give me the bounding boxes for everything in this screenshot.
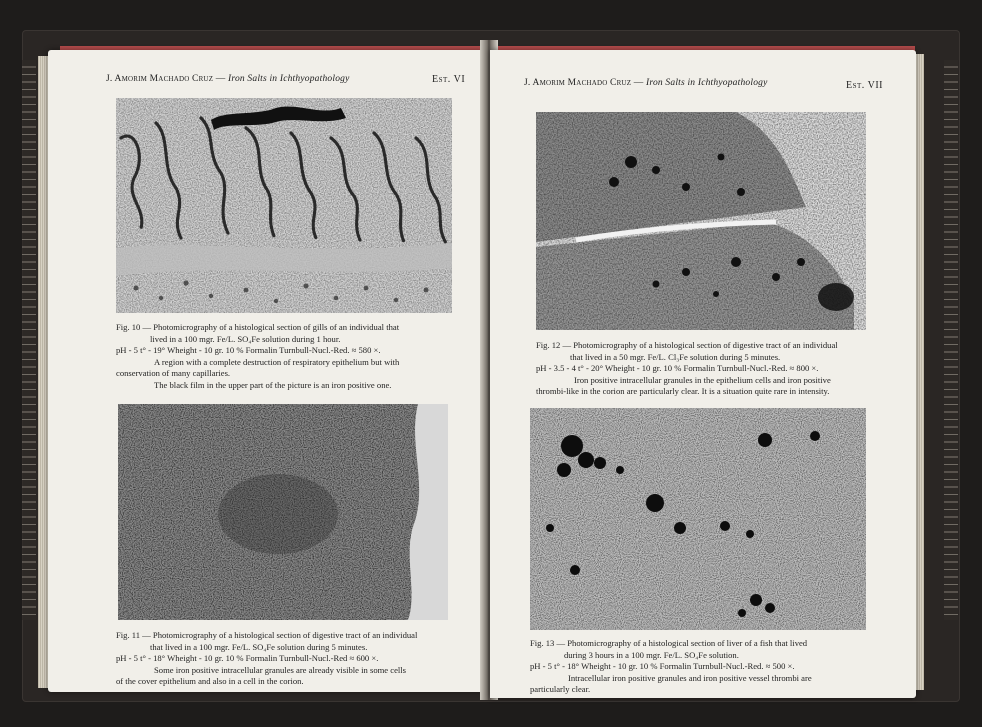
- figure-13-photo: [530, 408, 866, 630]
- caption-line: lived in a 100 mgr. Fe/L. SO₄Fe solution during 1 hour.: [150, 333, 341, 344]
- running-head-author: J. Amorim Machado Cruz: [106, 74, 214, 84]
- plate-number: Est. VI: [432, 74, 466, 85]
- caption-line: Fig. 10 — Photomicrography of a histological section of gills of an individual that: [116, 322, 400, 332]
- running-head-author: J. Amorim Machado Cruz: [524, 78, 632, 88]
- caption-line: Fig. 13 — Photomicrography of a histological section of liver of a fish that lived: [530, 638, 808, 648]
- figure-10-caption: [116, 322, 456, 392]
- caption-line: pH - 3.5 - 4 t° - 20° Wheight - 10 gr. 10 % Formalin Turnbull-Nucl.-Red. ≈ 800 ×.: [536, 363, 819, 374]
- running-head-separator: —: [631, 78, 647, 88]
- figure-13-caption: [530, 638, 868, 696]
- caption-line: particularly clear.: [530, 684, 591, 695]
- caption-line: conservation of many capillaries.: [116, 368, 231, 379]
- cover-marbling-left: [22, 60, 36, 620]
- caption-line: that lived in a 100 mgr. Fe/L. SO₄Fe solution during 5 minutes.: [150, 641, 368, 652]
- figure-11-caption: [116, 630, 456, 688]
- caption-line: A region with a complete destruction of respiratory epithelium but with: [154, 356, 400, 367]
- caption-line: Intracellular iron positive granules and iron positive vessel thrombi are: [568, 672, 812, 683]
- caption-line: The black film in the upper part of the picture is an iron positive one.: [154, 379, 392, 390]
- caption-line: that lived in a 50 mgr. Fe/L. Cl₃Fe solution during 5 minutes.: [570, 351, 781, 362]
- figure-12-photo: [536, 112, 866, 330]
- page-edges-left: [38, 56, 48, 688]
- running-head-right: [524, 78, 768, 88]
- running-head-title: Iron Salts in Ichthyopathology: [646, 78, 768, 88]
- plate-number: Est. VII: [846, 80, 883, 91]
- running-head-title: Iron Salts in Ichthyopathology: [228, 74, 350, 84]
- caption-line: Some iron positive intracellular granules are already visible in some cells: [154, 664, 407, 675]
- running-head-left: [106, 74, 350, 84]
- caption-line: Fig. 11 — Photomicrography of a histological section of digestive tract of an individual: [116, 630, 418, 640]
- caption-line: Fig. 12 — Photomicrography of a histological section of digestive tract of an individual: [536, 340, 838, 350]
- figure-12-caption: [536, 340, 868, 398]
- caption-line: pH - 5 t° - 18° Wheight - 10 gr. 10 % Formalin Turnbull-Nucl.-Red. ≈ 500 ×.: [530, 661, 795, 672]
- caption-line: pH - 5 t° - 18° Wheight - 10 gr. 10 % Formalin Turnbull-Nucl.-Red ≈ 600 ×.: [116, 653, 379, 664]
- caption-line: thrombi-like in the corion are particularly clear. It is a situation quite rare in intensity.: [536, 386, 830, 397]
- caption-line: of the cover epithelium and also in a cell in the corion.: [116, 676, 304, 687]
- cover-marbling-right: [944, 60, 958, 620]
- running-head-separator: —: [213, 74, 229, 84]
- caption-line: pH - 5 t° - 19° Wheight - 10 gr. 10 % Formalin Turnbull-Nucl.-Red. ≈ 580 ×.: [116, 345, 381, 356]
- figure-10-photo: [116, 98, 452, 313]
- left-page: [48, 50, 484, 692]
- caption-line: during 3 hours in a 100 mgr. Fe/L. SO₄Fe solution.: [564, 649, 739, 660]
- caption-line: Iron positive intracellular granules in the epithelium cells and iron positive: [574, 374, 831, 385]
- figure-11-photo: [118, 404, 448, 620]
- right-page: [490, 50, 916, 698]
